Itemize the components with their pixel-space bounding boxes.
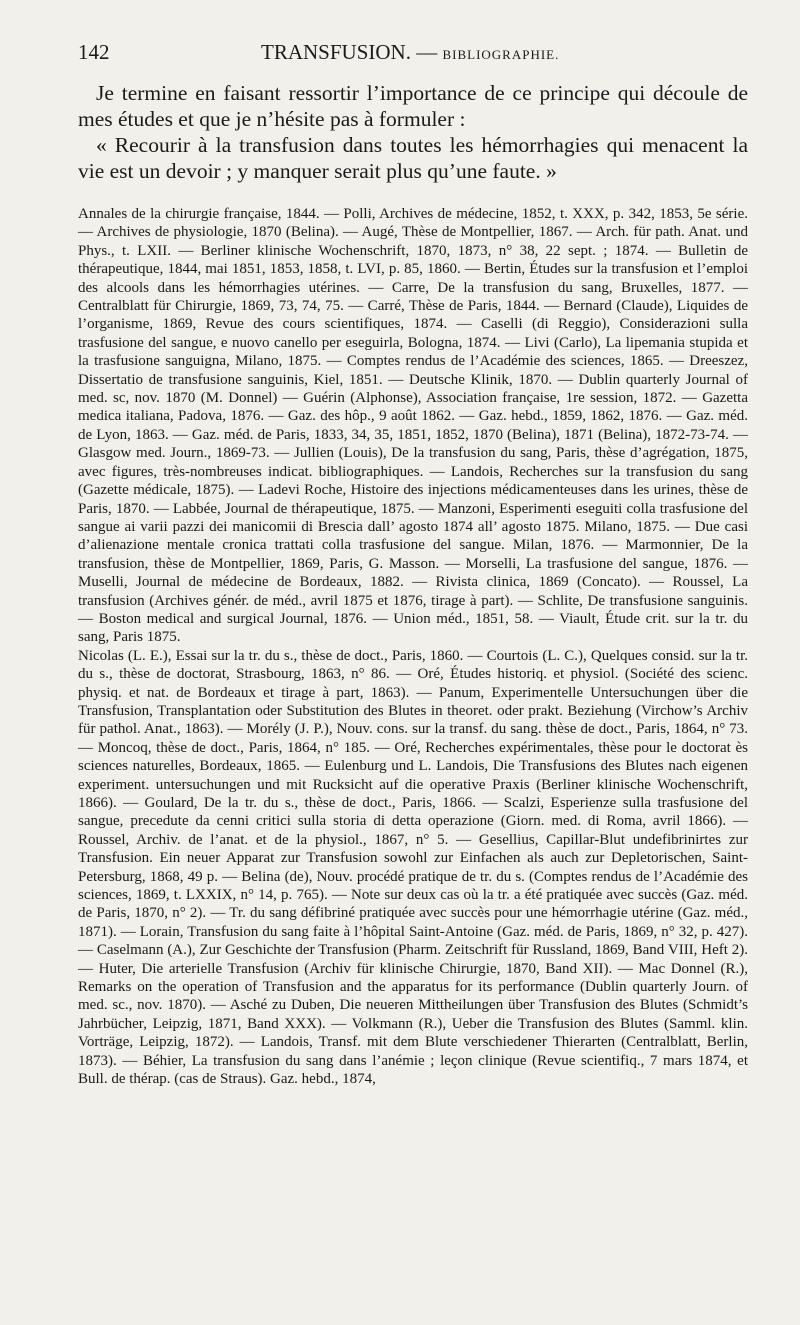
- page-number: 142: [78, 40, 110, 64]
- chapter-title: TRANSFUSION. —: [261, 40, 438, 64]
- bibliography-block: Annales de la chirurgie française, 1844. — Polli, Archives de médecine, 1852, t. XXX, p. 342, 1853, 5e série. — Archives de physiologie, 1870 (Belina). — Augé, Thèse de Montpellier, 1867. — Arch. für path. Anat. und Phys., t. LXII. — Berliner klinische Wochenschrift, 1870, 1873, n° 38, 22 sept. ; 1874. — Bulletin de thérapeutique, 1844, mai 1851, 1853, 1858, t. LVI, p. 85, 1860. — Bertin, Études sur la transfusion et l’emploi des alcools dans les hémorrhagies utérines. — Carre, De la transfusion du sang, Bruxelles, 1877. — Centralblatt für Chirurgie, 1869, 73, 74, 75. — Carré, Thèse de Paris, 1844. — Bernard (Claude), Liquides de l’organisme, 1869, Revue des cours scientifiques, 1874. — Caselli (di Reggio), Considerazioni sulla trasfusione del sangue, e nuovo canello per eseguirla, Bologna, 1874. — Livi (Carlo), La lipemania stupida et la trasfusione sanguigna, Milano, 1875. — Comptes rendus de l’Académie des sciences, 1865. — Dreeszez, Dissertatio de transfusione sanguinis, Kiel, 1851. — Deutsche Klinik, 1870. — Dublin quarterly Journal of med. sc, nov. 1870 (M. Donnel) — Guérin (Alphonse), Association française, 1re session, 1872. — Gazetta medica italiana, Padova, 1876. — Gaz. des hôp., 9 août 1862. — Gaz. hebd., 1859, 1862, 1876. — Gaz. méd. de Lyon, 1863. — Gaz. méd. de Paris, 1833, 34, 35, 1851, 1852, 1870 (Belina), 1871 (Belina), 1872-73-74. — Glasgow med. Journ., 1869-73. — Jullien (Louis), De la transfusion du sang, Paris, thèse d’agrégation, 1875, avec figures, très-nombreuses indicat. bibliographiques. — Landois, Recherches sur la transfusion du sang (Gazette médicale, 1875). — Ladevi Roche, Histoire des injections médicamenteuses dans les urines, thèse de Paris, 1870. — Labbée, Journal de thérapeutique, 1875. — Manzoni, Esperimenti eseguiti colla trasfusione del sangue ai varii pazzi dei manicomii di Brescia dall’ agosto 1874 all’ agosto 1875. Milano, 1875. — Due casi d’alienazione mentale cronica trattati colla trasfusione del sangue. Milan, 1876. — Marmonnier, De la transfusion, thèse de Montpellier, 1869, Paris, G. Masson. — Morselli, La trasfusione del sangue, 1876. — Muselli, Journal de médecine de Bordeaux, 1882. — Rivista clinica, 1869 (Concato). — Roussel, La transfusion (Archives génér. de méd., avril 1875 et 1876, tirage à part). — Schlite, De transfusione sanguinis. — Boston medical and surgical Journal, 1876. — Union méd., 1851, 58. — Viault, Étude crit. sur la tr. du sang, Paris 1875.: [78, 206, 748, 646]
- running-title: [261, 40, 559, 65]
- closing-text: [78, 80, 748, 184]
- intro-paragraph: Je termine en faisant ressortir l’importance de ce principe qui découle de mes études et que je n’hésite pas à formuler :: [78, 81, 748, 131]
- section-title: BIBLIOGRAPHIE.: [442, 47, 560, 62]
- bibliography-block: Nicolas (L. E.), Essai sur la tr. du s., thèse de doct., Paris, 1860. — Courtois (L. C.), Quelques consid. sur la tr. du s., thèse de doctorat, Strasbourg, 1863, n° 86. — Oré, Études historiq. et physiol. (Société des scienc. physiq. et nat. de Bordeaux et tirage à part, 1863). — Panum, Experimentelle Untersuchungen über die Transfusion, Transplantation oder Substitution des Blutes in theoret. oder prakt. Beziehung (Virchow’s Archiv für pathol. Anat., 1863). — Morély (J. P.), Nouv. cons. sur la transf. du sang. thèse de doct., Paris, 1864, n° 73. — Moncoq, thèse de doct., Paris, 1864, n° 185. — Oré, Recherches expérimentales, thèse pour le doctorat ès sciences naturelles, Bordeaux, 1865. — Eulenburg und L. Landois, Die Transfusions des Blutes nach eigenen experiment. untersuchungen und mit Rucksicht auf die operative Praxis (Berliner klinische Wochenschrift, 1866). — Goulard, De la tr. du s., thèse de doct., Paris, 1866. — Scalzi, Esperienze sulla trasfusione del sangue, precedute da cenni critici sulla storia di detta operazione (Giorn. med. di Roma, avril 1866). — Roussel, Archiv. de l’anat. et de la physiol., 1867, n° 5. — Gesellius, Capillar-Blut undefibrinirtes zur Transfusion. Ein neuer Apparat zur Transfusion sowohl zur Einfachen als auch zur Depletorischen, Saint-Petersburg, 1868, 49 p. — Belina (de), Nouv. procédé pratique de tr. du s. (Comptes rendus de l’Académie des sciences, 1869, t. LXXIX, n° 14, p. 765). — Note sur deux cas où la tr. a été pratiquée avec succès (Gaz. méd. de Paris, 1870, n° 2). — Tr. du sang défibriné pratiquée avec succès pour une hémorrhagie utérine (Gaz. méd., 1871). — Lorain, Transfusion du sang faite à l’hôpital Saint-Antoine (Gaz. méd. de Paris, 1869, n° 32, p. 427). — Caselmann (A.), Zur Geschichte der Transfusion (Pharm. Zeitschrift für Russland, 1869, Band VIII, Heft 2). — Huter, Die arterielle Transfusion (Archiv für klinische Chirurgie, 1870, Band XII). — Mac Donnel (R.), Remarks on the operation of Transfusion and the apparatus for its performance (Dublin quarterly Journ. of med. sc., nov. 1870). — Asché zu Duben, Die neueren Mittheilungen über Transfusion des Blutes (Schmidt’s Jahrbücher, Leipzig, 1871, Band XXX). — Volkmann (R.), Ueber die Transfusion des Blutes (Samml. klin. Vorträge, Leipzig, 1872). — Landois, Transf. mit dem Blute verschiedener Thierarten (Centralblatt, Berlin, 1873). — Béhier, La transfusion du sang dans l’anémie ; leçon clinique (Revue scientifiq., 7 mars 1874, et Bull. de thérap. (cas de Straus). Gaz. hebd., 1874,: [78, 647, 748, 1088]
- quote-paragraph: « Recourir à la transfusion dans toutes les hémorrhagies qui menacent la vie est un devoir ; y manquer serait plus qu’une faute. »: [78, 133, 748, 183]
- running-header: [78, 40, 748, 70]
- bibliography: [78, 205, 748, 1089]
